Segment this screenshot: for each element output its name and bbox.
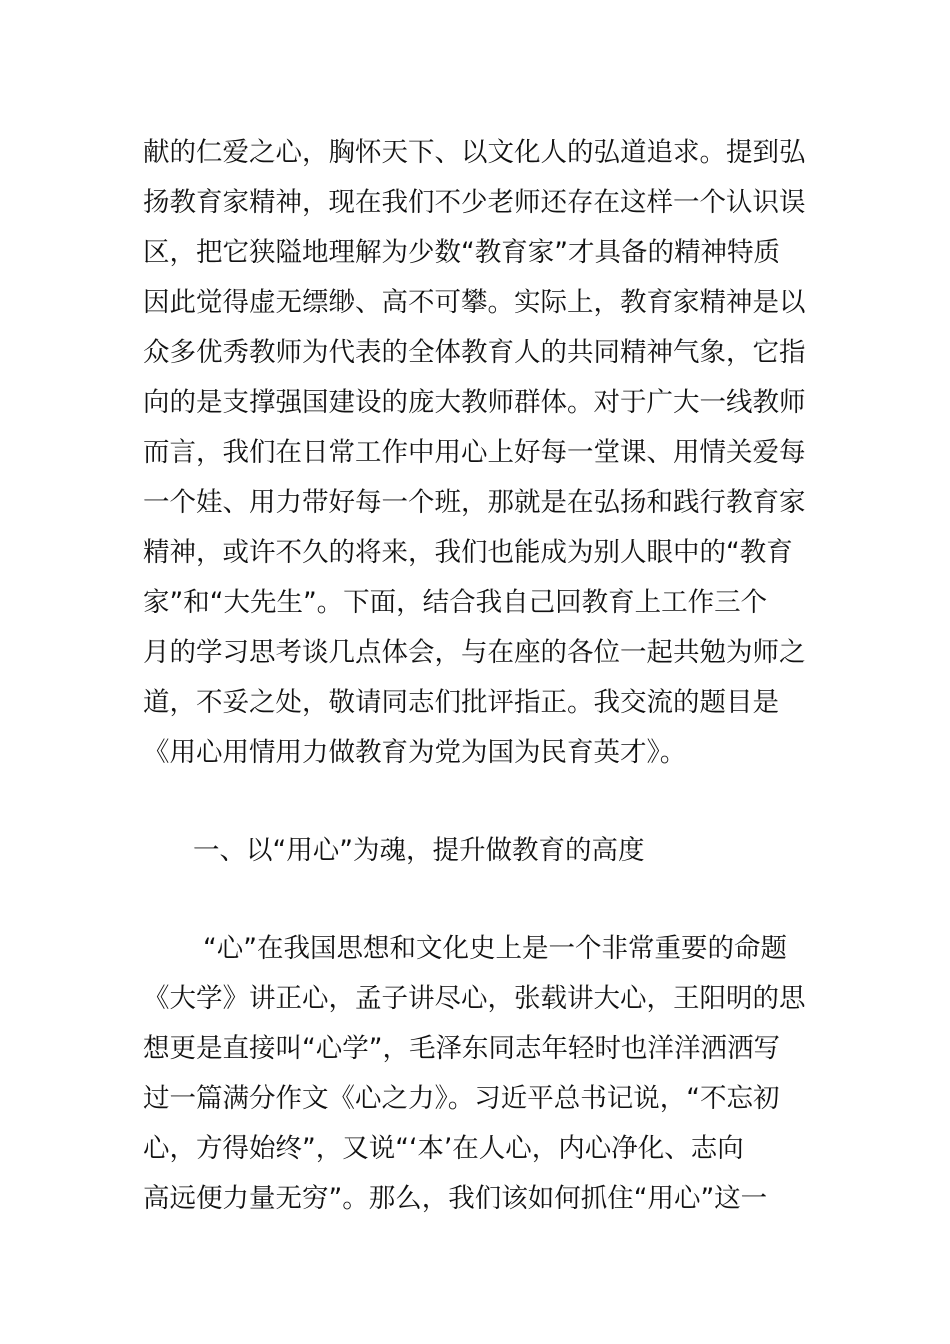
paragraph-line: 精神，或许不久的将来，我们也能成为别人眼中的“教育 (143, 537, 793, 568)
paragraph-line: 扬教育家精神，现在我们不少老师还存在这样一个认识误 (143, 187, 806, 218)
paragraph-line: 一个娃、用力带好每一个班，那就是在弘扬和践行教育家 (143, 487, 806, 518)
paragraph-line: “心”在我国思想和文化史上是一个非常重要的命题 (203, 933, 787, 964)
paragraph-line: 心，方得始终”，又说“‘本’在人心，内心净化、志向 (143, 1133, 744, 1164)
paragraph-line: 众多优秀教师为代表的全体教育人的共同精神气象，它指 (143, 337, 806, 368)
paragraph-line: 月的学习思考谈几点体会，与在座的各位一起共勉为师之 (143, 637, 806, 668)
paragraph-line: 而言，我们在日常工作中用心上好每一堂课、用情关爱每 (143, 437, 806, 468)
paragraph-line: 向的是支撑强国建设的庞大教师群体。对于广大一线教师 (143, 387, 806, 418)
paragraph-line: 《大学》讲正心，孟子讲尽心，张载讲大心，王阳明的思 (143, 983, 806, 1014)
paragraph-line: 高远便力量无穷”。那么，我们该如何抓住“用心”这一 (143, 1183, 768, 1214)
paragraph-line: 《用心用情用力做教育为党为国为民育英才》。 (143, 737, 687, 768)
paragraph-line: 因此觉得虚无缥缈、高不可攀。实际上，教育家精神是以 (143, 287, 806, 318)
paragraph-line: 想更是直接叫“心学”，毛泽东同志年轻时也洋洋洒洒写 (143, 1033, 780, 1064)
section-heading: 一、以“用心”为魂，提升做教育的高度 (193, 835, 645, 866)
paragraph-line: 区，把它狭隘地理解为少数“教育家”才具备的精神特质 (143, 237, 780, 268)
paragraph-line: 过一篇满分作文《心之力》。习近平总书记说，“不忘初 (143, 1083, 780, 1114)
paragraph-line: 献的仁爱之心，胸怀天下、以文化人的弘道追求。提到弘 (143, 137, 806, 168)
paragraph-line: 道，不妥之处，敬请同志们批评指正。我交流的题目是 (143, 687, 779, 718)
paragraph-line: 家”和“大先生”。下面，结合我自己回教育上工作三个 (143, 587, 768, 618)
